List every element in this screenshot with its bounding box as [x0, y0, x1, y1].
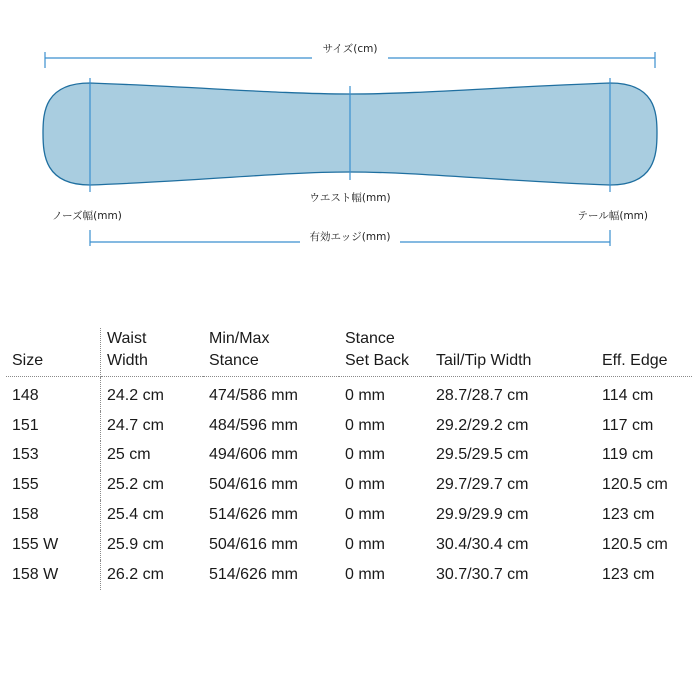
snowboard-dimension-diagram — [0, 0, 700, 260]
header-tail-tip-width: Tail/Tip Width — [430, 328, 596, 377]
table-row — [6, 411, 692, 441]
cell-waist-width: 25 cm — [107, 446, 151, 464]
header-stance: Min/Max Stance — [203, 328, 339, 377]
cell-size: 158 — [6, 500, 101, 530]
header-eff-edge: Eff. Edge — [596, 328, 692, 377]
cell-waist-width: 26.2 cm — [107, 565, 164, 583]
table-row — [6, 500, 692, 530]
cell-set-back: 0 mm — [345, 386, 385, 404]
cell-set-back: 0 mm — [345, 416, 385, 434]
header-set-back: Stance Set Back — [339, 328, 430, 377]
cell-size: 153 — [6, 441, 101, 471]
cell-size: 151 — [6, 411, 101, 441]
cell-stance: 474/586 mm — [209, 386, 298, 404]
effective-edge-label: 有効エッジ(mm) — [309, 231, 391, 243]
specs-table — [6, 328, 692, 590]
table-row — [6, 377, 692, 411]
cell-stance: 504/616 mm — [209, 535, 298, 553]
size-dimension — [45, 43, 655, 68]
table-row — [6, 441, 692, 471]
cell-waist-width: 24.7 cm — [107, 416, 164, 434]
table-row — [6, 470, 692, 500]
cell-waist-width: 24.2 cm — [107, 386, 164, 404]
specs-header-row — [6, 328, 692, 377]
size-label: サイズ(cm) — [322, 43, 378, 55]
cell-waist-width: 25.4 cm — [107, 506, 164, 524]
nose-width-label: ノーズ幅(mm) — [52, 210, 122, 222]
cell-eff-edge: 123 cm — [602, 565, 655, 583]
cell-eff-edge: 117 cm — [602, 416, 654, 434]
cell-size: 148 — [6, 377, 101, 411]
cell-size: 155 — [6, 470, 101, 500]
cell-tail-tip-width: 30.4/30.4 cm — [436, 535, 529, 553]
cell-size: 158 W — [6, 560, 101, 590]
cell-set-back: 0 mm — [345, 535, 385, 553]
cell-stance: 514/626 mm — [209, 506, 298, 524]
table-row — [6, 560, 692, 590]
cell-set-back: 0 mm — [345, 565, 385, 583]
cell-stance: 484/596 mm — [209, 416, 298, 434]
cell-size: 155 W — [6, 530, 101, 560]
cell-tail-tip-width: 29.9/29.9 cm — [436, 506, 529, 524]
cell-eff-edge: 120.5 cm — [602, 535, 668, 553]
cell-stance: 504/616 mm — [209, 476, 298, 494]
tail-width-label: テール幅(mm) — [577, 210, 648, 222]
table-row — [6, 530, 692, 560]
cell-set-back: 0 mm — [345, 446, 385, 464]
cell-tail-tip-width: 29.7/29.7 cm — [436, 476, 529, 494]
waist-label: ウエスト幅(mm) — [309, 192, 391, 204]
cell-waist-width: 25.9 cm — [107, 535, 164, 553]
cell-set-back: 0 mm — [345, 476, 385, 494]
cell-waist-width: 25.2 cm — [107, 476, 164, 494]
cell-stance: 494/606 mm — [209, 446, 298, 464]
cell-tail-tip-width: 30.7/30.7 cm — [436, 565, 529, 583]
cell-stance: 514/626 mm — [209, 565, 298, 583]
cell-eff-edge: 123 cm — [602, 506, 655, 524]
cell-eff-edge: 114 cm — [602, 386, 654, 404]
header-size: Size — [6, 328, 101, 377]
effective-edge-dimension — [90, 230, 610, 246]
cell-tail-tip-width: 29.5/29.5 cm — [436, 446, 529, 464]
cell-eff-edge: 120.5 cm — [602, 476, 668, 494]
cell-set-back: 0 mm — [345, 506, 385, 524]
header-waist-width: Waist Width — [101, 328, 204, 377]
cell-eff-edge: 119 cm — [602, 446, 654, 464]
cell-tail-tip-width: 29.2/29.2 cm — [436, 416, 529, 434]
cell-tail-tip-width: 28.7/28.7 cm — [436, 386, 529, 404]
